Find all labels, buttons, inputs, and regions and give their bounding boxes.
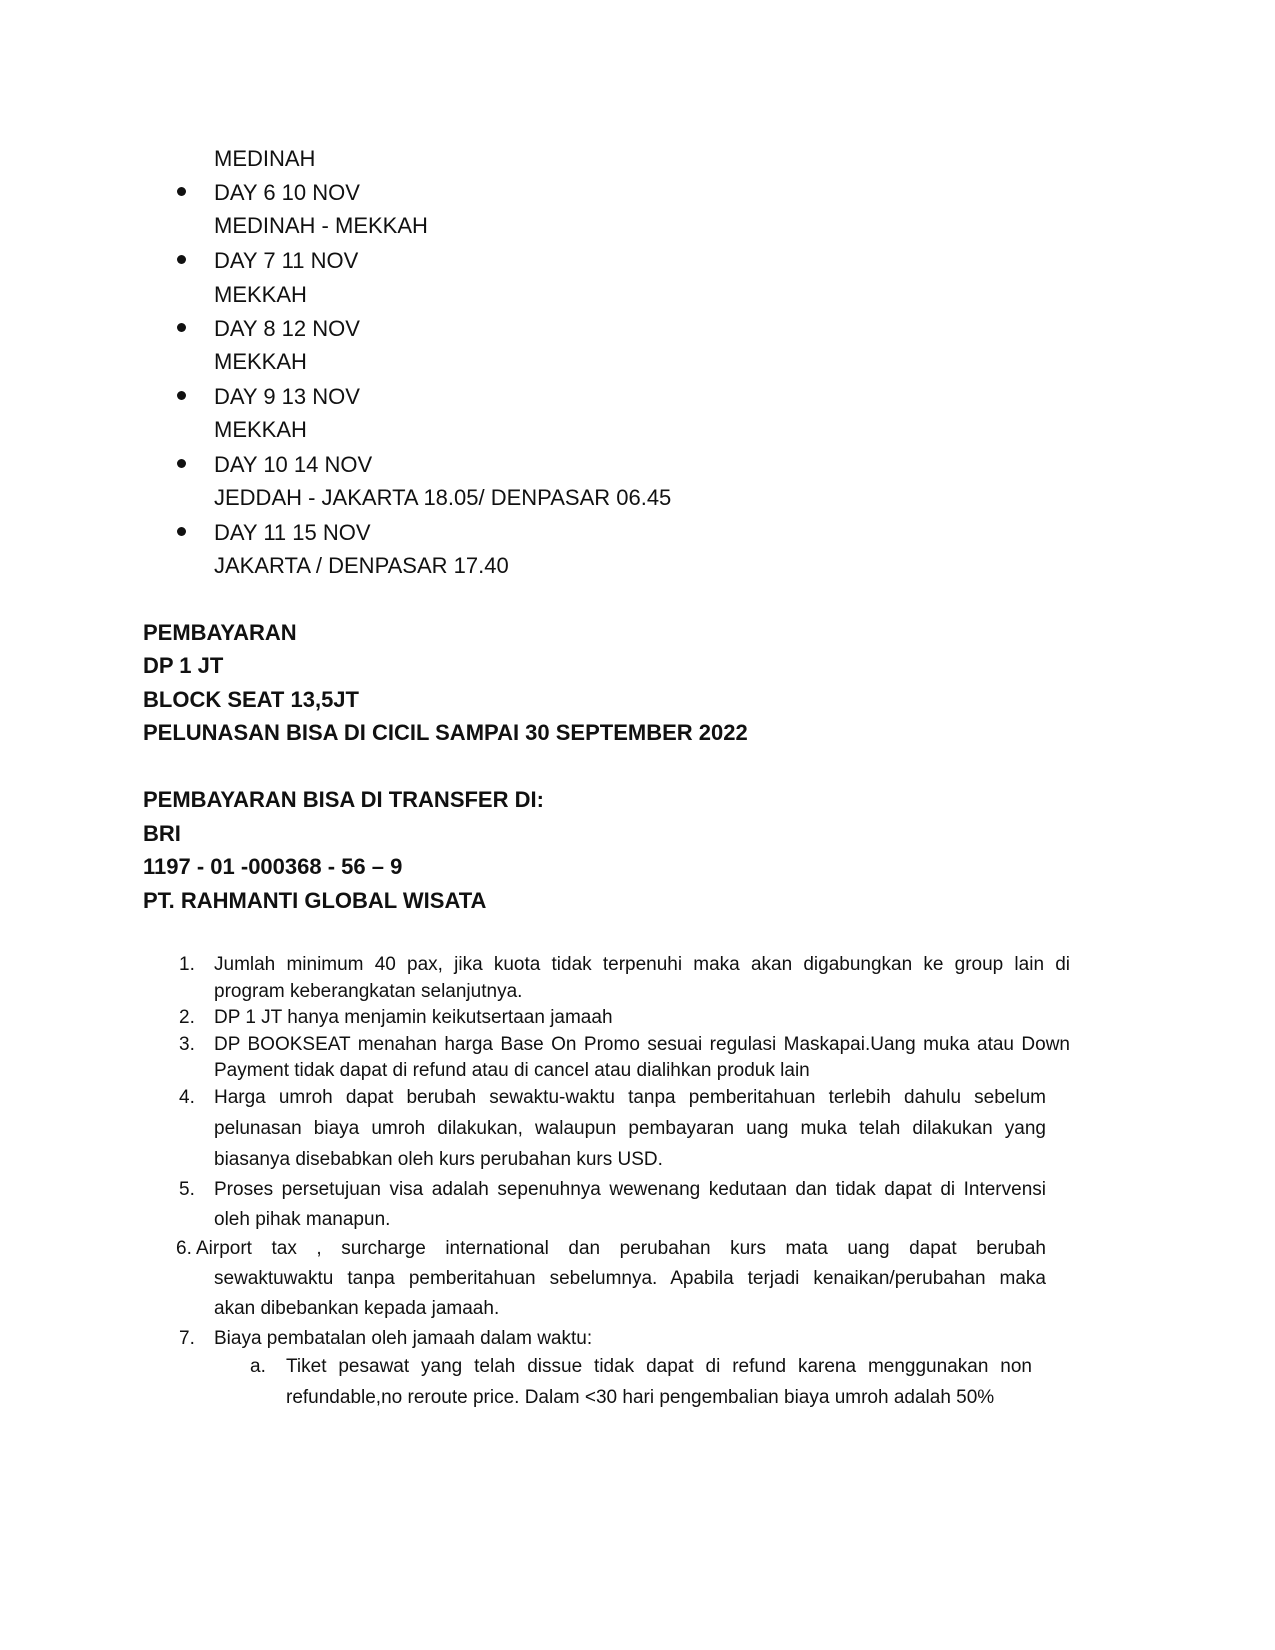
subterm-letter: a. bbox=[250, 1356, 266, 1377]
subterm-text: refundable,no reroute price. Dalam <30 hari pengembalian biaya umroh adalah 50% bbox=[286, 1387, 995, 1408]
bullet-icon bbox=[177, 527, 186, 536]
term-number: 2. bbox=[179, 1007, 195, 1028]
term-text: DP 1 JT hanya menjamin keikutsertaan jamaah bbox=[214, 1007, 613, 1028]
bullet-icon bbox=[177, 255, 186, 264]
term-text: Payment tidak dapat di refund atau di cancel atau dialihkan produk lain bbox=[214, 1060, 810, 1081]
itinerary-route: JEDDAH - JAKARTA 18.05/ DENPASAR 06.45 bbox=[214, 485, 672, 510]
term-number: 6. bbox=[176, 1238, 192, 1259]
term-text: Airport tax , surcharge international dan perubahan kurs mata uang dapat berubah bbox=[196, 1238, 1046, 1259]
term-text: sewaktuwaktu tanpa pemberitahuan sebelumnya. Apabila terjadi kenaikan/perubahan maka bbox=[214, 1268, 1046, 1289]
term-text: Proses persetujuan visa adalah sepenuhnya wewenang kedutaan dan tidak dapat di Intervensi bbox=[214, 1179, 1046, 1200]
payment-block-seat: BLOCK SEAT 13,5JT bbox=[143, 687, 359, 712]
term-text: Harga umroh dapat berubah sewaktu-waktu tanpa pemberitahuan terlebih dahulu sebelum bbox=[214, 1087, 1046, 1108]
term-number: 3. bbox=[179, 1034, 195, 1055]
term-text: DP BOOKSEAT menahan harga Base On Promo sesuai regulasi Maskapai.Uang muka atau Down bbox=[214, 1034, 1070, 1055]
itinerary-route: JAKARTA / DENPASAR 17.40 bbox=[214, 553, 509, 578]
payment-heading: PEMBAYARAN bbox=[143, 620, 297, 645]
term-number: 1. bbox=[179, 954, 195, 975]
term-text: pelunasan biaya umroh dilakukan, walaupun pembayaran uang muka telah dilakukan yang bbox=[214, 1118, 1046, 1139]
itinerary-day: DAY 11 15 NOV bbox=[214, 520, 371, 545]
payment-installment: PELUNASAN BISA DI CICIL SAMPAI 30 SEPTEMBER 2022 bbox=[143, 720, 748, 745]
itinerary-route: MEKKAH bbox=[214, 349, 307, 374]
itinerary-route: MEKKAH bbox=[214, 282, 307, 307]
bullet-icon bbox=[177, 391, 186, 400]
transfer-heading: PEMBAYARAN BISA DI TRANSFER DI: bbox=[143, 787, 544, 812]
transfer-account: 1197 - 01 -000368 - 56 – 9 bbox=[143, 854, 403, 879]
term-number: 5. bbox=[179, 1179, 195, 1200]
term-text: Biaya pembatalan oleh jamaah dalam waktu: bbox=[214, 1328, 593, 1349]
itinerary-route: MEKKAH bbox=[214, 417, 307, 442]
itinerary-day: DAY 6 10 NOV bbox=[214, 180, 360, 205]
itinerary-top-line: MEDINAH bbox=[214, 146, 316, 171]
term-text: oleh pihak manapun. bbox=[214, 1209, 391, 1230]
subterm-text: Tiket pesawat yang telah dissue tidak dapat di refund karena menggunakan non bbox=[286, 1356, 1032, 1377]
transfer-holder: PT. RAHMANTI GLOBAL WISATA bbox=[143, 888, 487, 913]
term-text: biasanya disebabkan oleh kurs perubahan kurs USD. bbox=[214, 1149, 663, 1170]
bullet-icon bbox=[177, 187, 186, 196]
transfer-bank: BRI bbox=[143, 821, 181, 846]
bullet-icon bbox=[177, 459, 186, 468]
payment-dp: DP 1 JT bbox=[143, 653, 224, 678]
itinerary-day: DAY 9 13 NOV bbox=[214, 384, 360, 409]
itinerary-day: DAY 7 11 NOV bbox=[214, 248, 359, 273]
itinerary-day: DAY 10 14 NOV bbox=[214, 452, 373, 477]
term-text: Jumlah minimum 40 pax, jika kuota tidak terpenuhi maka akan digabungkan ke group lain di bbox=[214, 954, 1070, 975]
itinerary-day: DAY 8 12 NOV bbox=[214, 316, 360, 341]
bullet-icon bbox=[177, 323, 186, 332]
itinerary-route: MEDINAH - MEKKAH bbox=[214, 213, 428, 238]
term-text: program keberangkatan selanjutnya. bbox=[214, 981, 523, 1002]
term-number: 4. bbox=[179, 1087, 195, 1108]
term-number: 7. bbox=[179, 1328, 195, 1349]
term-text: akan dibebankan kepada jamaah. bbox=[214, 1298, 500, 1319]
